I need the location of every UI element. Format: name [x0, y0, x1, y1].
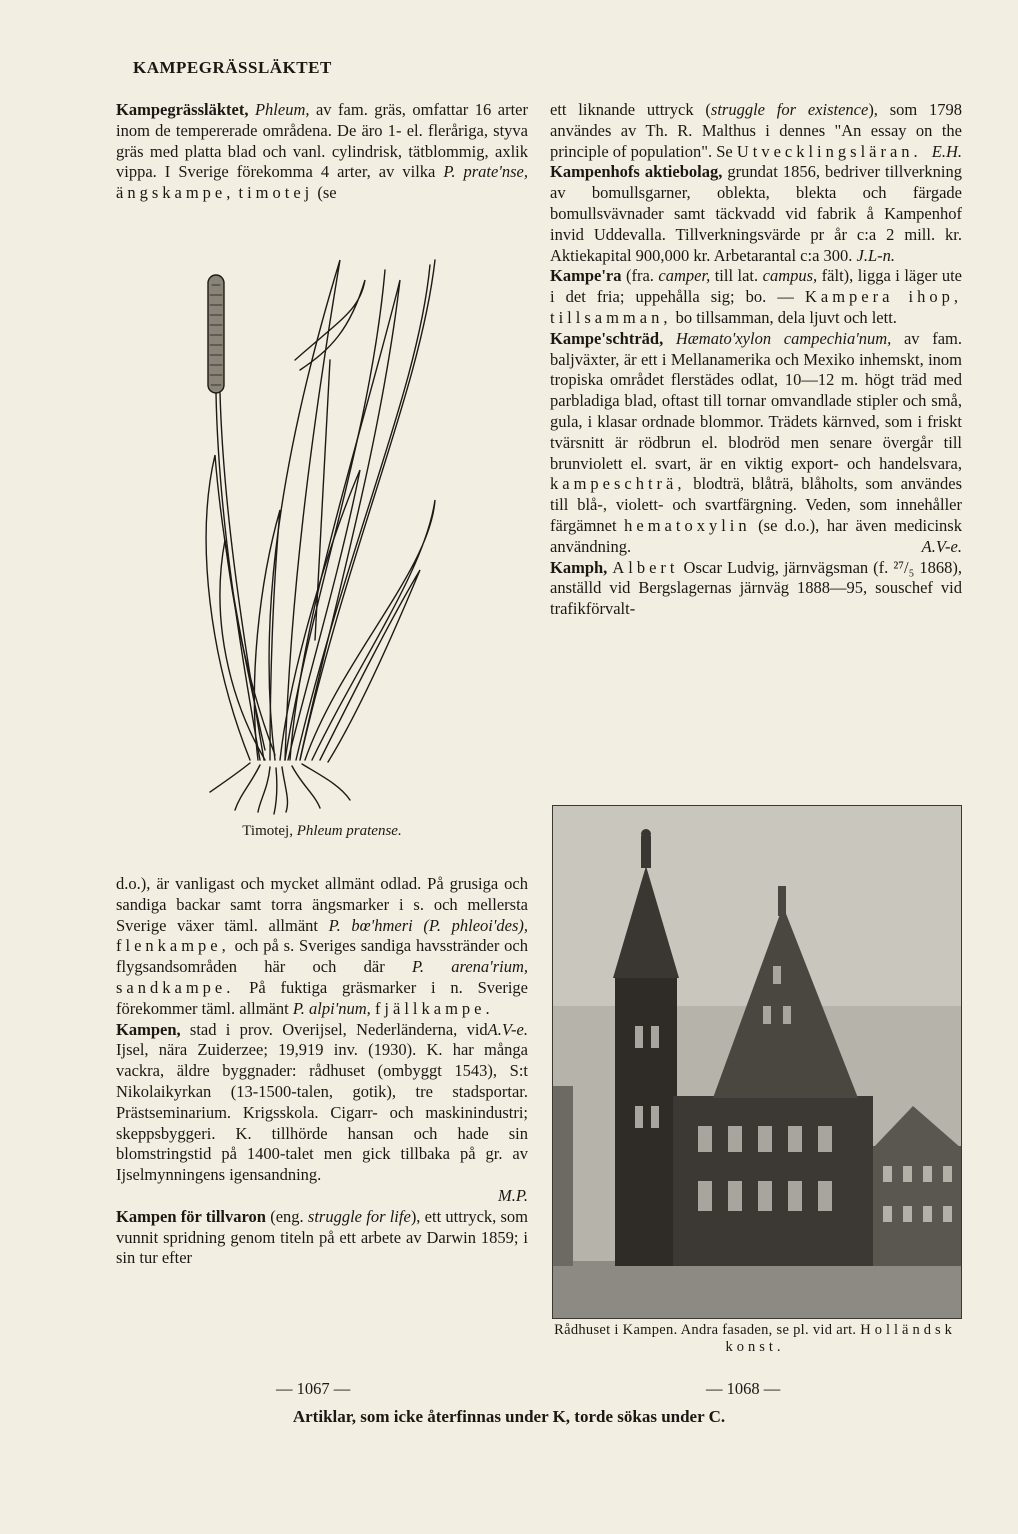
spaced-term: flenkampe,	[116, 936, 230, 956]
footer-note: Artiklar, som icke återfinnas under K, torde sökas under C.	[292, 1407, 726, 1426]
plant-caption	[116, 823, 528, 840]
text: ), ett uttryck, som vunnit spridning genom titeln på ett arbete av Darwin 1859; i sin tur efter	[116, 1206, 529, 1268]
latin-name: Hæmato'xylon campechia'num,	[675, 328, 892, 348]
text: ), som 1798 användes av Th. R. Malthus i dennes "An essay on the principle of population". Se	[550, 100, 963, 161]
headword: Kamph,	[550, 557, 608, 577]
text: (se	[313, 183, 337, 203]
headword: Kampenhofs aktiebolag,	[550, 162, 723, 182]
spaced-term: Utvecklingsläran.	[736, 141, 922, 161]
spaced-term: Albert	[612, 557, 679, 577]
article-kamph	[550, 558, 962, 620]
text: av fam. baljväxter, är ett i Mellanamerika och Mexiko inhemskt, inom tropiska området flerstädes odlat, 10—12 m. högt träd med parbladiga blad, oftast till tornar omvandlade stipler och små, gula, i klasar ordnade blommor. Trädets kärnved, som i friskt tvärsnitt är rödbrun el. blodröd men senare övergår till brunviolett el. svart, är en viktig export- och handelsvara,	[550, 328, 962, 473]
text: fält), ligga i läger ute i det fria; uppehålla sig; bo. —	[550, 266, 962, 307]
article-kampeschtrad	[550, 329, 962, 558]
spaced-term: Kampera ihop, tillsamman,	[550, 287, 963, 327]
headword: Kampe'ra	[550, 266, 622, 286]
text: grundat 1856, bedriver tillverkning av bomullsgarner, oblekta, blekta och färgade bomullsvävnader samt täckvadd vid fabrik å Kampenhof invid Uddevalla. Tillverkningsvärde pr år c:a 2 mill. kr. Aktiekapital 900,000 kr. Arbetarantal c:a 300.	[550, 162, 962, 265]
latin-name: P. prate'nse,	[443, 162, 528, 182]
text: och på s. Sveriges sandiga havsstränder och flygsandsområden här och där	[116, 936, 528, 977]
text: (se d.o.), har även medicinsk användning.	[550, 515, 962, 556]
timothy-grass-illustration	[190, 240, 440, 815]
text: d.o.), är vanligast och mycket allmänt odlad. På grusiga och sandiga backar samt torra ängsmarker i s. och mellersta Sverige växer täml. allmänt	[116, 874, 528, 935]
left-column-top	[116, 100, 528, 204]
right-column	[550, 100, 962, 620]
italic-term: struggle for life	[307, 1206, 411, 1226]
signature: E.H.	[931, 141, 962, 161]
text: ett liknande uttryck (	[550, 100, 711, 119]
caption-text: Timotej,	[242, 823, 297, 839]
headword: Kampe'schträd,	[550, 328, 664, 348]
article-kampen	[116, 1019, 528, 1205]
text: av fam. gräs, omfattar 16 arter inom de tempererade områdena. De äro 1- el. fleråriga, styva gräs med platta blad och vanl. cylindrisk, tätblommig, axlik vippa. I Sverige förekomma 4 arter, av vilka	[116, 100, 529, 182]
caption-latin: Phleum pratense.	[296, 823, 402, 839]
text: Oscar Ludvig, järnvägsman (f. ²⁷/₅ 1868), anställd vid Bergslagernas järnväg 1888—95, souschef vid trafikförvalt-	[550, 557, 963, 619]
caption-spaced: Holländsk konst.	[725, 1322, 956, 1355]
italic-term: campus,	[762, 266, 818, 286]
page-number-right: — 1068 —	[706, 1379, 781, 1398]
latin-name: P. alpi'num,	[292, 998, 371, 1018]
signature: A.V-e.	[921, 536, 962, 556]
text: (fra.	[621, 266, 659, 286]
article-kampen-for-tillvaron	[116, 1207, 528, 1269]
signature: A.V-e.	[487, 1019, 528, 1039]
spaced-term: sandkampe.	[116, 977, 235, 997]
headword: Kampegrässläktet,	[116, 100, 249, 119]
text: till lat.	[710, 266, 763, 286]
photo-caption	[548, 1322, 962, 1356]
italic-term: struggle for existence	[710, 100, 869, 119]
running-head: KAMPEGRÄSSLÄKTET	[133, 58, 332, 77]
text: stad i prov. Overijsel, Nederländerna, vid Ijsel, nära Zuiderzee; 19,919 inv. (1930). K. har många vackra, äldre byggnader: rådhuset (ombyggt 1543), S:t Nikolaikyrkan (13-1500-talen, gotik), tre stadsportar. Prästseminarium. Krigsskola. Cigarr- och maskinindustri; skeppsbyggeri. K. tillhörde hansan och hade sin blomstringstid på 1400-talet men gick tillbaka på gr. av Ijselmynningens igensandning.	[116, 1019, 528, 1185]
caption-text: Rådhuset i Kampen. Andra fasaden, se pl. vid art.	[554, 1322, 861, 1338]
headword: Kampen,	[116, 1019, 181, 1039]
town-hall-photograph	[552, 805, 962, 1319]
text	[663, 329, 676, 348]
article-kampenhofs-aktiebolag	[550, 162, 962, 266]
spaced-term: hematoxylin	[624, 515, 751, 535]
signature: M.P.	[498, 1185, 528, 1205]
town-hall-drawing	[553, 806, 961, 1318]
spaced-term: fjällkampe.	[374, 998, 494, 1018]
latin-name: P. arena'rium,	[411, 957, 528, 977]
page-number-left: — 1067 —	[276, 1379, 351, 1398]
spaced-term: timotej	[238, 183, 314, 203]
article-kampen-for-tillvaron-continued	[550, 100, 962, 162]
latin-name: Phleum,	[254, 100, 310, 119]
text: blodträ, blåträ, blåholts, som användes till blå-, violett- och svartfärgning. Veden, som innehåller färgämnet	[550, 474, 962, 535]
text: På fuktiga gräsmarker i n. Sverige förekommer täml. allmänt	[116, 977, 528, 1018]
article-kampera	[550, 266, 962, 328]
left-column-bottom	[116, 874, 528, 1269]
signature: J.L-n.	[856, 245, 896, 265]
italic-term: camper,	[658, 266, 711, 286]
latin-name: P. bœ'hmeri (P. phleoi'des),	[328, 915, 528, 935]
article-kampegrasslaktet	[116, 100, 528, 204]
text: (eng.	[265, 1206, 308, 1226]
headword: Kampen för tillvaron	[116, 1206, 266, 1226]
text: bo tillsamman, dela ljuvt och lett.	[671, 307, 897, 327]
spaced-term: kampeschträ,	[550, 474, 686, 494]
spaced-term: ängskampe,	[116, 183, 235, 203]
